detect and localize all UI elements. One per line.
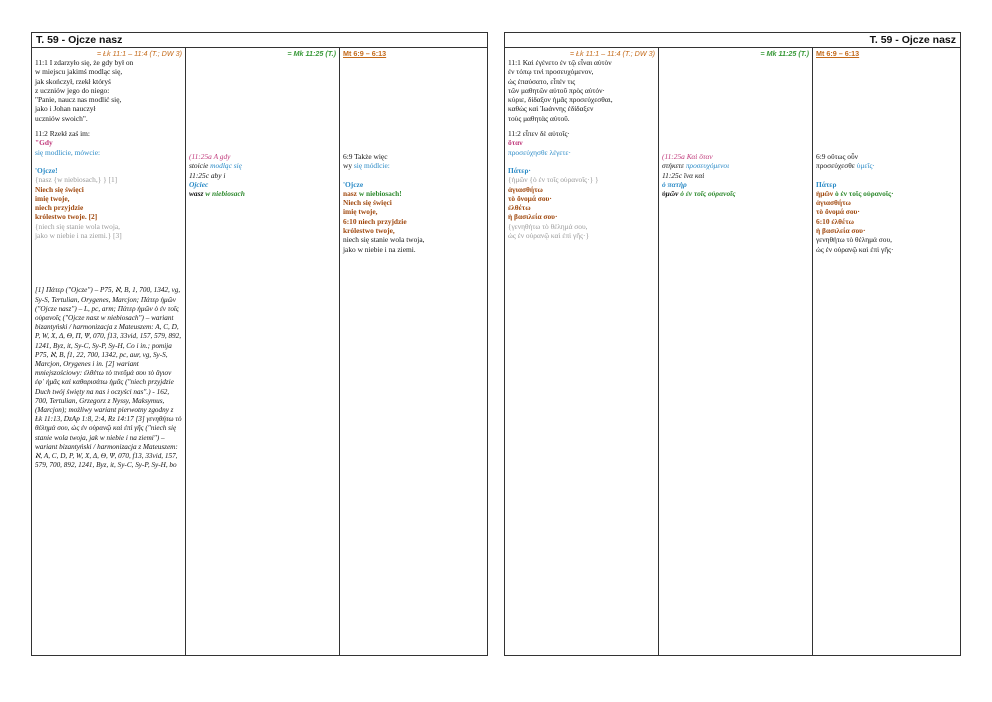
text-line	[662, 161, 809, 170]
text-line: 11:25c ἵνα καὶ	[662, 170, 705, 180]
text-line	[35, 148, 182, 157]
matthew-column	[813, 48, 962, 655]
text-line: królestwo twoje,	[343, 226, 395, 236]
text-line: 'Ojcze!	[35, 165, 58, 175]
text-line: Ojciec	[189, 179, 209, 189]
footnotes: [1] Πάτερ ("Ojcze") – P75, ℵ, B, 1, 700, 1342, vg, Sy-S, Tertulian, Orygenes, Marcjon; Πάτερ ἡμῶν ("Ojcze nasz") – L, pc, arm; Πάτερ ἡμῶν ὁ ἐν τοῖς οὐρανοῖς ("Ojcze nasz w niebiosach") – wariant bizantyński / harmonizacja z Mateuszem: A, C, D, P, W, X, Δ, Θ, Π, Ψ, 070, f13, 33vid, 157, 579, 892, 1241, Byz, it, Sy-C, Sy-P, Sy-H, Co i in.; pomija P75, ℵ, B, f1, 22, 700, 1342, pc, aur, vg, Sy-S, Marcjon, Orygenes i in. [2] wariant mniejszościowy: ἐλθέτω τὸ πνεῦμά σου τὸ ἅγιον ἐφ᾽ ἡμᾶς καὶ καθαρισάτω ἡμᾶς ("niech przyjdzie Duch twój święty na nas i oczyści nas".) - 162, 700, Tertulian, Grzegorz z Nyssy, Maksymus, (Marcjon); możliwy wariant pierwotny zgodny z Łk 11:13, DzAp 1:8, 2:4, Rz 14:17 [3] γενηθήτω τὸ θέλημά σου, ὡς ἐν οὐρανῷ καὶ ἐπὶ γῆς ("niech się stanie wola twoja, jak w niebie i na ziemi") – wariant bizantyński / harmonizacja z Mateuszem: ℵ, A, C, D, P, W, X, Δ, Θ, Ψ, 070, f13, 33vid, 157, 579, 700, 892, 1241, Byz, it, Sy-C, Sy-P, Sy-H, bo	[35, 286, 182, 470]
text-fragment: προσεύχεσθε	[816, 161, 857, 171]
text-line: z uczniów jego do niego:	[35, 85, 110, 95]
text-line: ἁγιασθήτω	[508, 184, 543, 194]
luke-column	[32, 48, 186, 655]
text-fragment: ὑμῶν	[662, 189, 681, 199]
text-line: "Gdy	[35, 138, 53, 148]
text-line: królestwo twoje. [2]	[35, 212, 98, 222]
text-line	[343, 161, 486, 170]
text-line: ὅταν	[508, 138, 523, 148]
text-line: ἡ βασιλεία σου·	[508, 212, 558, 222]
text-fragment: στήκετε	[662, 161, 686, 171]
text-line: τὸ ὄνομά σου·	[816, 207, 860, 217]
text-fragment: wy	[343, 161, 354, 171]
text-line: uczniów swoich".	[35, 113, 88, 123]
text-line: ἐλθέτω	[508, 203, 531, 213]
text-line: niech się stanie wola twoja,	[343, 235, 425, 245]
text-line: 6:10 ἐλθέτω	[816, 216, 855, 226]
text-line: (11:25a Καὶ ὅταν	[662, 152, 713, 161]
text-line: Πάτερ·	[508, 165, 531, 175]
variant-line: jako w niebie i na ziemi.} [3]	[35, 231, 122, 241]
text-line: ὁ πατὴρ	[662, 179, 687, 189]
matthew-column	[340, 48, 489, 655]
synopsis-columns	[32, 48, 487, 655]
text-line: Niech się święci	[343, 198, 392, 208]
text-line: καθὼς καὶ Ἰωάννης ἐδίδαξεν	[508, 104, 594, 114]
highlight-word: się modlicie, mówcie:	[35, 147, 101, 157]
text-line: 11:25c aby i	[189, 170, 226, 180]
text-line: jako i Johan nauczył	[35, 104, 96, 114]
text-line: ἁγιασθήτω	[816, 198, 851, 208]
variant-line: {ἡμῶν {ὁ ἐν τοῖς οὐρανοῖς·} }	[508, 175, 599, 185]
text-line: 6:9 Także więc	[343, 152, 388, 161]
text-line: imię twoje,	[343, 207, 378, 217]
matthew-reference: Mt 6:9 – 6:13	[816, 49, 860, 58]
highlight-word: ὑμεῖς·	[856, 161, 875, 171]
highlight-word: προσευχόμενοι	[685, 161, 730, 171]
text-line: κύριε, δίδαξον ἡμᾶς προσεύχεσθαι,	[508, 95, 613, 105]
highlight-word: προσεύχησθε λέγετε·	[508, 147, 571, 157]
mark-reference: = Mk 11:25 (T.)	[287, 49, 336, 58]
text-line: τῶν μαθητῶν αὐτοῦ πρὸς αὐτόν·	[508, 85, 605, 95]
text-line: ἡ βασιλεία σου·	[816, 226, 866, 236]
variant-line: ὡς ἐν οὐρανῷ καὶ ἐπὶ γῆς·}	[508, 231, 590, 241]
text-line: imię twoje,	[35, 193, 70, 203]
text-line: ὡς ἐπαύσατο, εἶπέν τις	[508, 76, 576, 86]
text-line	[816, 161, 959, 170]
matthew-reference: Mt 6:9 – 6:13	[343, 49, 387, 58]
highlight-word: w niebiosach!	[358, 188, 402, 198]
text-line: jako w niebie i na ziemi.	[343, 244, 416, 254]
luke-intro-paragraph	[508, 58, 655, 123]
highlight-word: modląc się	[210, 161, 242, 171]
luke-reference: = Łk 11:1 – 11:4 (T.; DW 3)	[569, 49, 655, 58]
text-fragment: nasz	[343, 188, 359, 198]
text-line	[189, 161, 336, 170]
text-line: 11:1 I zdarzyło się, że gdy był on	[35, 58, 134, 67]
page-title: T. 59 - Ojcze nasz	[32, 33, 487, 48]
right-page	[504, 32, 961, 656]
text-line: 11:2 Rzekł zaś im:	[35, 129, 90, 139]
text-line	[343, 189, 486, 198]
text-fragment: stoicie	[189, 161, 211, 171]
text-line: τοὺς μαθητὰς αὐτοῦ.	[508, 113, 570, 123]
luke-reference: = Łk 11:1 – 11:4 (T.; DW 3)	[96, 49, 182, 58]
page-title: T. 59 - Ojcze nasz	[505, 33, 960, 48]
text-line: Niech się święci	[35, 184, 84, 194]
text-line: w miejscu jakimś modląc się,	[35, 67, 123, 77]
text-line: 6:9 οὕτως οὖν	[816, 152, 858, 161]
luke-column	[505, 48, 659, 655]
text-line: niech przyjdzie	[35, 203, 84, 213]
variant-line: {niech się stanie wola twoja,	[35, 221, 121, 231]
highlight-word: się módlcie:	[353, 161, 390, 171]
text-line	[508, 148, 655, 157]
text-line: γενηθήτω τὸ θέλημά σου,	[816, 235, 892, 245]
variant-line: {nasz {w niebiosach,} } [1]	[35, 175, 118, 185]
text-line: Πάτερ	[816, 179, 837, 189]
text-line	[816, 189, 959, 198]
text-line	[189, 189, 336, 198]
synopsis-columns	[505, 48, 960, 655]
variant-line: {γενηθήτω τὸ θέλημά σου,	[508, 221, 588, 231]
text-fragment: wasz	[189, 189, 206, 199]
mark-column	[659, 48, 813, 655]
left-page	[31, 32, 488, 656]
highlight-word: ὁ ἐν τοῖς οὐρανοῖς	[680, 189, 736, 199]
mark-reference: = Mk 11:25 (T.)	[760, 49, 809, 58]
text-line: τὸ ὄνομά σου·	[508, 193, 552, 203]
luke-intro-paragraph	[35, 58, 182, 123]
text-line: ὡς ἐν οὐρανῷ καὶ ἐπὶ γῆς·	[816, 244, 894, 254]
text-line	[662, 189, 809, 198]
mark-column	[186, 48, 340, 655]
text-line: "Panie, naucz nas modlić się,	[35, 95, 122, 105]
text-line: 11:1 Καὶ ἐγένετο ἐν τῷ εἶναι αὐτὸν	[508, 58, 612, 67]
text-line: 6:10 niech przyjdzie	[343, 216, 407, 226]
text-line: (11:25a A gdy	[189, 152, 231, 161]
highlight-word: ὁ ἐν τοῖς οὐρανοῖς·	[834, 188, 894, 198]
highlight-word: w niebiosach	[205, 189, 245, 199]
text-line: 11:2 εἶπεν δὲ αὐτοῖς·	[508, 129, 570, 139]
text-fragment: ἡμῶν	[816, 188, 835, 198]
text-line: jak skończył, rzekł któryś	[35, 76, 111, 86]
text-line: 'Ojcze	[343, 179, 364, 189]
text-line: ἐν τόπῳ τινὶ προσευχόμενον,	[508, 67, 594, 77]
